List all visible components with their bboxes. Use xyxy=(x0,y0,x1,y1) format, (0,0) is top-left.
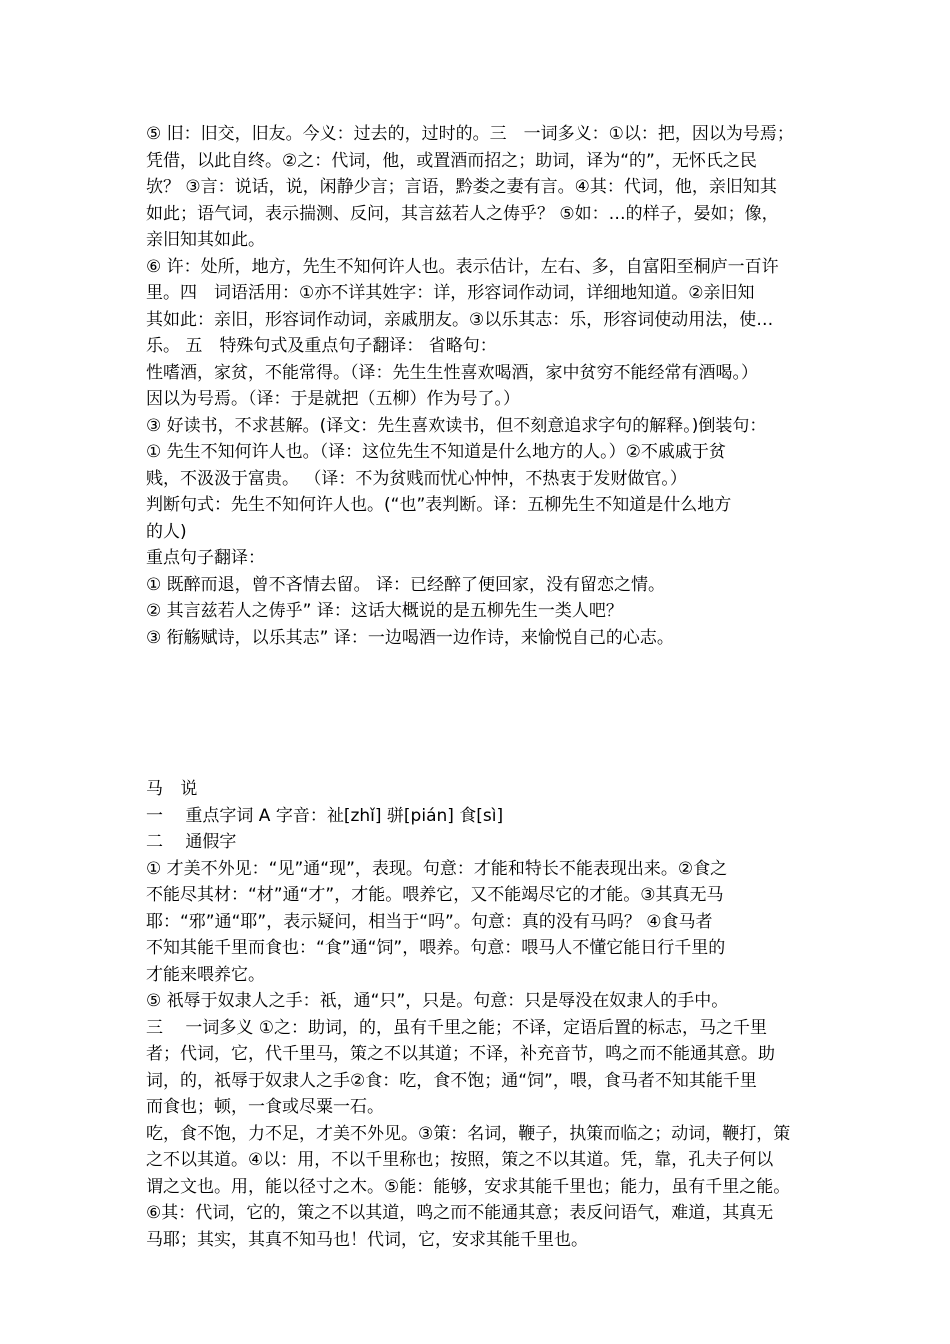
text-line: ⑤ 旧：旧交，旧友。今义：过去的，过时的。三 一词多义：①以：把，因以为号焉； xyxy=(146,124,794,144)
mashuo-notes-section xyxy=(146,776,816,1253)
text-line: 三 一词多义 ①之：助词，的，虽有千里之能；不译，定语后置的标志，马之千里 xyxy=(146,1017,768,1038)
text-line: 者；代词，它，代千里马，策之不以其道；不译，补充音节，鸣之而不能通其意。助 xyxy=(146,1044,775,1064)
text-line: 里。四 词语活用：①亦不详其姓字：详，形容词作动词，详细地知道。②亲旧知 xyxy=(146,283,755,303)
text-line: ⑤ 祇辱于奴隶人之手：祇，通“只”，只是。句意：只是辱没在奴隶人的手中。 xyxy=(146,991,729,1011)
text-line: ① 先生不知何许人也。（译：这位先生不知道是什么地方的人。）②不戚戚于贫 xyxy=(146,442,726,462)
text-line: 重点句子翻译： xyxy=(146,548,265,568)
text-line: 欤？ ③言：说话，说，闲静少言；言语，黔娄之妻有言。④其：代词，他，亲旧知其 xyxy=(146,177,777,197)
text-line: ⑥其：代词，它的，策之不以其道，鸣之而不能通其意；表反问语气，难道，其真无 xyxy=(146,1203,774,1223)
text-line: 二 通假字 xyxy=(146,832,237,852)
text-line: 不知其能千里而食也：“食”通“饲”，喂养。句意：喂马人不懂它能日行千里的 xyxy=(146,938,726,958)
text-line: 凭借，以此自终。②之：代词，他，或置酒而招之；助词，译为“的”，无怀氏之民 xyxy=(146,150,757,171)
text-line: 而食也；顿，一食或尽粟一石。 xyxy=(146,1097,384,1117)
text-line: ⑥ 许：处所，地方，先生不知何许人也。表示估计，左右、多，自富阳至桐庐一百许 xyxy=(146,256,779,277)
text-line: 因以为号焉。（译：于是就把（五柳）作为号了。） xyxy=(146,389,520,409)
text-line: ③ 好读书，不求甚解。(译文：先生喜欢读书，但不刻意追求字句的解释。)倒装句： xyxy=(146,415,767,436)
text-line: 词，的，祇辱于奴隶人之手②食：吃，食不饱；通“饲”，喂，食马者不知其能千里 xyxy=(146,1070,757,1091)
text-line: 其如此：亲旧，形容词作动词，亲戚朋友。③以乐其志：乐，形容词使动用法，使… xyxy=(146,309,774,330)
text-line: 谓之文也。用，能以径寸之木。⑤能：能够，安求其能千里也；能力，虽有千里之能。 xyxy=(146,1176,791,1197)
text-line: 乐。 五 特殊句式及重点句子翻译： 省略句： xyxy=(146,336,497,356)
text-line: 性嗜酒，家贫，不能常得。（译：先生生性喜欢喝酒，家中贫穷不能经常有酒喝。） xyxy=(146,362,758,383)
text-line: 之不以其道。④以：用，不以千里称也；按照，策之不以其道。凭，靠，孔夫子何以 xyxy=(146,1150,774,1170)
text-line: 吃，食不饱，力不足，才美不外见。③策：名词，鞭子，执策而临之；动词，鞭打，策 xyxy=(146,1123,791,1144)
text-line: 不能尽其材：“材”通“才”，才能。喂养它，又不能竭尽它的才能。③其真无马 xyxy=(146,885,724,905)
text-line: 亲旧知其如此。 xyxy=(146,230,265,250)
text-line: ① 才美不外见：“见”通“现”，表现。句意：才能和特长不能表现出来。②食之 xyxy=(146,858,728,879)
text-line: 才能来喂养它。 xyxy=(146,964,265,985)
text-line: 判断句式：先生不知何许人也。(“也”表判断。译：五柳先生不知道是什么地方 xyxy=(146,495,732,515)
text-line: ③ 衔觞赋诗，以乐其志” 译：一边喝酒一边作诗，来愉悦自己的心志。 xyxy=(146,627,674,648)
text-line: 一 重点字词 A 字音：祉[zhǐ] 骈[pián] 食[sì] xyxy=(146,805,504,826)
text-line: 的人) xyxy=(146,521,187,542)
text-line: 贱，不汲汲于富贵。 （译：不为贫贱而忧心忡忡，不热衷于发财做官。） xyxy=(146,468,687,489)
section-title: 马 说 xyxy=(146,779,204,799)
text-line: 如此；语气词，表示揣测、反问，其言兹若人之俦乎？ ⑤如：…的样子，晏如；像， xyxy=(146,203,779,224)
text-line: 耶：“邪”通“耶”，表示疑问，相当于“吗”。句意：真的没有马吗？ ④食马者 xyxy=(146,911,713,932)
text-line: ① 既醉而退，曾不吝情去留。 译：已经醉了便回家，没有留恋之情。 xyxy=(146,574,666,595)
text-line: ② 其言兹若人之俦乎” 译：这话大概说的是五柳先生一类人吧？ xyxy=(146,601,623,621)
wuliu-notes-section xyxy=(146,121,816,651)
text-line: 马耶；其实，其真不知马也！代词，它，安求其能千里也。 xyxy=(146,1229,588,1250)
